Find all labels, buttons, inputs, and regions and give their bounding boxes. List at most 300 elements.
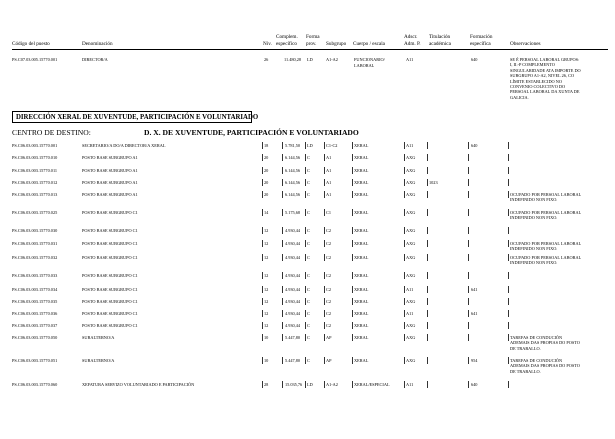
cell-divider: [404, 191, 405, 198]
obs-line: INDEFINIDO NON FIXO.: [510, 215, 558, 221]
cell-divider: [427, 381, 428, 388]
cell-divider: [324, 254, 325, 261]
cell-divider: [427, 142, 428, 149]
cell-divider: [427, 167, 428, 174]
cell-divider: [282, 322, 283, 329]
obs-line: LÍMITE ESTABLECIDO NO: [510, 78, 562, 84]
cell-divider: [282, 191, 283, 198]
cell-divider: [305, 191, 306, 198]
header-rule: [12, 49, 608, 50]
row-subgrupo: C2: [326, 323, 332, 328]
cell-divider: [427, 272, 428, 279]
cell-divider: [305, 227, 306, 234]
cell-divider: [468, 310, 469, 317]
row-forma: C: [307, 241, 310, 246]
header-observaciones: Observaciones: [510, 41, 541, 47]
cell-divider: [468, 272, 469, 279]
row-cuerpo: XERAL: [354, 241, 369, 246]
row-nivel: 20: [264, 192, 269, 197]
row-denominacion: SECRETARIO/A DO/A DIRECTOR/A XERAL: [82, 143, 166, 148]
cell-divider: [508, 240, 509, 247]
obs-line: GALICIA.: [510, 94, 529, 100]
cell-divider: [427, 154, 428, 161]
cell-divider: [305, 154, 306, 161]
row-denominacion: POSTO BASE SUBGRUPO A1: [82, 155, 138, 160]
row-adscr: AXG: [406, 192, 416, 197]
row-denominacion: POSTO BASE SUBGRUPO C1: [82, 228, 138, 233]
cell-divider: [324, 381, 325, 388]
row-observaciones: [510, 335, 580, 351]
row-denominacion: POSTO BASE SUBGRUPO C1: [82, 210, 138, 215]
cell-divider: [427, 191, 428, 198]
obs-line: ADEMAIS DAS PROPIAS DO POSTO: [510, 340, 580, 346]
cell-divider: [352, 142, 353, 149]
cell-divider: [282, 240, 283, 247]
cell-divider: [404, 310, 405, 317]
row-adscr: AXG: [406, 228, 416, 233]
row-codigo: PS.C06.03.003.15770.010: [12, 155, 58, 160]
top-row-cuerpo-line2: LABORAL: [354, 62, 375, 68]
cell-divider: [508, 334, 509, 341]
cell-divider: [404, 142, 405, 149]
cell-divider: [305, 310, 306, 317]
cell-divider: [352, 240, 353, 247]
row-forma: C: [307, 155, 310, 160]
row-adscr: AXG: [406, 180, 416, 185]
cell-divider: [404, 272, 405, 279]
cell-divider: [282, 154, 283, 161]
cell-divider: [305, 142, 306, 149]
row-nivel: 20: [264, 168, 269, 173]
cell-divider: [352, 334, 353, 341]
row-cuerpo: XERAL: [354, 210, 369, 215]
cell-divider: [427, 254, 428, 261]
obs-line: INDEFINIDO NON FIXO.: [510, 260, 558, 266]
row-subgrupo: C2: [326, 273, 332, 278]
header-titulacion-line2: académica: [429, 41, 451, 47]
row-nivel: 12: [264, 228, 269, 233]
row-subgrupo: A1: [326, 192, 332, 197]
row-codigo: PS.C06.03.003.15770.011: [12, 168, 58, 173]
row-denominacion: POSTO BASE SUBGRUPO C1: [82, 241, 138, 246]
row-forma: C: [307, 335, 310, 340]
row-complemento: 6.144,56: [285, 192, 301, 197]
obs-line: PERSOAL LABORAL DA XUNTA DE: [510, 89, 580, 95]
row-forma: C: [307, 168, 310, 173]
obs-line: SE É PERSOAL LABORAL GRUPOS:: [510, 57, 580, 62]
cell-divider: [352, 286, 353, 293]
row-nivel: 14: [264, 210, 269, 215]
row-cuerpo: XERAL: [354, 299, 369, 304]
row-adscr: AXG: [406, 210, 416, 215]
cell-divider: [305, 357, 306, 364]
obs-line: INDEFINIDO NON FIXO.: [510, 197, 558, 203]
row-formacion: 641: [471, 311, 478, 316]
cell-divider: [404, 357, 405, 364]
row-cuerpo: XERAL: [354, 192, 369, 197]
cell-divider: [262, 167, 263, 174]
row-cuerpo: XERAL: [354, 180, 369, 185]
cell-divider: [324, 167, 325, 174]
cell-divider: [282, 142, 283, 149]
cell-divider: [404, 322, 405, 329]
cell-divider: [282, 179, 283, 186]
row-subgrupo: A1: [326, 180, 332, 185]
row-cuerpo: XERAL: [354, 168, 369, 173]
cell-divider: [282, 254, 283, 261]
row-adscr: AXG: [406, 299, 416, 304]
cell-divider: [404, 227, 405, 234]
cell-divider: [427, 209, 428, 216]
cell-divider: [404, 209, 405, 216]
cell-divider: [508, 154, 509, 161]
cell-divider: [262, 310, 263, 317]
obs-line: TAREFAS DE CONDUCIÓN: [510, 358, 563, 363]
cell-divider: [468, 209, 469, 216]
obs-line: ADEMAIS DAS PROPIAS DO POSTO: [510, 363, 580, 369]
row-nivel: 10: [264, 358, 269, 363]
row-subgrupo: C1: [326, 210, 332, 215]
header-forma-line1: Forma: [306, 34, 320, 40]
row-complemento: 4.930,44: [285, 287, 301, 292]
row-codigo: PS.C06.03.003.15770.032: [12, 255, 58, 260]
header-cuerpo: Cuerpo / escala: [353, 41, 385, 47]
row-complemento: 5.175,68: [285, 210, 301, 215]
cell-divider: [262, 227, 263, 234]
cell-divider: [508, 227, 509, 234]
cell-divider: [404, 298, 405, 305]
cell-divider: [508, 322, 509, 329]
row-nivel: 12: [264, 287, 269, 292]
obs-line: SUBGRUPO A1-A2, NIVEL 26, CO: [510, 73, 575, 79]
row-cuerpo: XERAL: [354, 287, 369, 292]
row-adscr: AXG: [406, 323, 416, 328]
row-complemento: 4.930,44: [285, 299, 301, 304]
cell-divider: [262, 154, 263, 161]
header-formacion-line1: Formación: [470, 34, 493, 40]
cell-divider: [404, 154, 405, 161]
row-codigo: PS.C06.03.003.15770.035: [12, 299, 58, 304]
cell-divider: [282, 272, 283, 279]
obs-line: INDEFINIDO NON FIXO.: [510, 246, 558, 252]
row-nivel: 12: [264, 273, 269, 278]
cell-divider: [262, 381, 263, 388]
top-row-adscr: A11: [406, 57, 414, 62]
cell-divider: [468, 286, 469, 293]
cell-divider: [508, 381, 509, 388]
row-adscr: AXG: [406, 335, 416, 340]
cell-divider: [427, 240, 428, 247]
row-subgrupo: C2: [326, 241, 332, 246]
row-codigo: PS.C06.03.003.15770.037: [12, 323, 58, 328]
row-denominacion: SUBALTERNO/A: [82, 358, 115, 363]
cell-divider: [305, 381, 306, 388]
top-row-cuerpo-line1: FUNCIONARIO/: [354, 57, 385, 62]
obs-line: I, II.-P COMPLEMENTO: [510, 62, 555, 68]
header-adscr-line2: Adm. P.: [404, 41, 421, 47]
cell-divider: [352, 310, 353, 317]
cell-divider: [352, 209, 353, 216]
row-subgrupo: C2: [326, 228, 332, 233]
row-cuerpo: XERAL: [354, 255, 369, 260]
row-denominacion: POSTO BASE SUBGRUPO C1: [82, 299, 138, 304]
obs-line: DE TRABALLO.: [510, 368, 541, 374]
header-titulacion-line1: Titulación: [429, 34, 451, 40]
cell-divider: [352, 357, 353, 364]
cell-divider: [404, 334, 405, 341]
row-nivel: 20: [264, 155, 269, 160]
row-formacion: 640: [471, 143, 478, 148]
row-denominacion: POSTO BASE SUBGRUPO C1: [82, 273, 138, 278]
top-row-nivel: 26: [264, 57, 269, 62]
cell-divider: [324, 240, 325, 247]
cell-divider: [324, 179, 325, 186]
cell-divider: [352, 179, 353, 186]
row-codigo: PS.C06.03.003.15770.060: [12, 382, 58, 387]
row-adscr: AXG: [406, 241, 416, 246]
cell-divider: [352, 254, 353, 261]
cell-divider: [262, 298, 263, 305]
cell-divider: [305, 167, 306, 174]
cell-divider: [262, 191, 263, 198]
header-complemento-line2: específico: [276, 41, 298, 47]
row-nivel: 12: [264, 323, 269, 328]
row-codigo: PS.C06.03.003.15770.001: [12, 143, 58, 148]
row-observaciones: [510, 192, 581, 203]
cell-divider: [404, 240, 405, 247]
row-complemento: 5.781,50: [285, 143, 301, 148]
header-subgrupo: Subgrupo: [326, 41, 347, 47]
row-forma: C: [307, 299, 310, 304]
cell-divider: [305, 179, 306, 186]
obs-line: OCUPADO POR PERSOAL LABORAL: [510, 192, 582, 197]
row-nivel: 12: [264, 255, 269, 260]
cell-divider: [427, 357, 428, 364]
cell-divider: [427, 310, 428, 317]
row-codigo: PS.C06.03.003.15770.012: [12, 180, 58, 185]
row-cuerpo: XERAL: [354, 358, 369, 363]
cell-divider: [508, 209, 509, 216]
cell-divider: [282, 298, 283, 305]
row-observaciones: [510, 358, 580, 374]
cell-divider: [305, 298, 306, 305]
cell-divider: [262, 322, 263, 329]
cell-divider: [324, 191, 325, 198]
row-denominacion: POSTO BASE SUBGRUPO C1: [82, 287, 138, 292]
cell-divider: [305, 254, 306, 261]
cell-divider: [282, 167, 283, 174]
cell-divider: [508, 254, 509, 261]
cell-divider: [468, 154, 469, 161]
row-observaciones: [510, 255, 581, 266]
header-codigo: Código del puesto: [12, 41, 50, 47]
row-forma: LD: [307, 143, 313, 148]
cell-divider: [404, 167, 405, 174]
top-row-observaciones: [510, 57, 581, 100]
row-nivel: 12: [264, 241, 269, 246]
cell-divider: [282, 310, 283, 317]
cell-divider: [262, 254, 263, 261]
section-title: DIRECCIÓN XERAL DE XUVENTUDE, PARTICIPACIÓN E VOLUNTARIADO: [16, 114, 259, 121]
row-nivel: 12: [264, 311, 269, 316]
section-title-box: [12, 111, 259, 123]
row-denominacion: POSTO BASE SUBGRUPO A1: [82, 192, 138, 197]
cell-divider: [282, 357, 283, 364]
cell-divider: [324, 357, 325, 364]
cell-divider: [468, 179, 469, 186]
row-cuerpo: XERAL: [354, 311, 369, 316]
cell-divider: [468, 334, 469, 341]
row-complemento: 4.930,44: [285, 273, 301, 278]
cell-divider: [404, 254, 405, 261]
row-complemento: 4.930,44: [285, 311, 301, 316]
row-complemento: 6.144,56: [285, 180, 301, 185]
row-complemento: 4.930,44: [285, 323, 301, 328]
cell-divider: [282, 209, 283, 216]
header-forma-line2: prov.: [306, 41, 317, 47]
header-complemento-line1: Complem.: [276, 34, 298, 40]
top-row-denominacion: DIRECTOR/A: [82, 57, 108, 62]
row-nivel: 10: [264, 335, 269, 340]
cell-divider: [508, 357, 509, 364]
cell-divider: [352, 322, 353, 329]
cell-divider: [508, 272, 509, 279]
cell-divider: [262, 179, 263, 186]
row-subgrupo: C2: [326, 287, 332, 292]
row-complemento: 6.144,56: [285, 155, 301, 160]
cell-divider: [404, 179, 405, 186]
top-row-codigo: PS.C07.03.005.15770.001: [12, 57, 58, 62]
row-formacion: 641: [471, 287, 478, 292]
row-cuerpo: XERAL: [354, 143, 369, 148]
cell-divider: [468, 322, 469, 329]
row-forma: C: [307, 358, 310, 363]
row-subgrupo: A1: [326, 168, 332, 173]
cell-divider: [282, 334, 283, 341]
cell-divider: [468, 298, 469, 305]
obs-line: OCUPADO POR PERSOAL LABORAL: [510, 210, 582, 215]
row-formacion: 954: [471, 358, 478, 363]
row-titulacion: 1023: [429, 180, 438, 185]
row-subgrupo: AP: [326, 358, 332, 363]
row-cuerpo: XERAL: [354, 323, 369, 328]
cell-divider: [427, 227, 428, 234]
row-codigo: PS.C06.03.003.15770.025: [12, 210, 58, 215]
row-cuerpo: XERAL: [354, 335, 369, 340]
cell-divider: [508, 167, 509, 174]
cell-divider: [282, 381, 283, 388]
row-adscr: A11: [406, 382, 414, 387]
row-cuerpo: XERAL/ESPECIAL: [354, 382, 390, 387]
cell-divider: [324, 272, 325, 279]
header-formacion-line2: específica: [470, 41, 491, 47]
row-forma: LD: [307, 382, 313, 387]
row-subgrupo: A1: [326, 155, 332, 160]
cell-divider: [468, 240, 469, 247]
cell-divider: [305, 286, 306, 293]
obs-line: TAREFAS DE CONDUCIÓN: [510, 335, 563, 340]
cell-divider: [262, 286, 263, 293]
obs-line: OCUPADO POR PERSOAL LABORAL: [510, 241, 582, 246]
cell-divider: [352, 272, 353, 279]
cell-divider: [468, 142, 469, 149]
row-complemento: 15.035,76: [285, 382, 303, 387]
cell-divider: [324, 209, 325, 216]
row-denominacion: POSTO BASE SUBGRUPO C1: [82, 255, 138, 260]
cell-divider: [508, 286, 509, 293]
cell-divider: [305, 240, 306, 247]
row-subgrupo: A1-A2: [326, 382, 338, 387]
row-forma: C: [307, 192, 310, 197]
cell-divider: [262, 240, 263, 247]
row-subgrupo: C1-C2: [326, 143, 338, 148]
top-row-subgrupo: A1-A2: [326, 57, 338, 62]
row-adscr: AXG: [406, 273, 416, 278]
cell-divider: [508, 179, 509, 186]
cell-divider: [468, 357, 469, 364]
row-complemento: 5.447,80: [285, 358, 301, 363]
cell-divider: [262, 209, 263, 216]
row-cuerpo: XERAL: [354, 273, 369, 278]
row-forma: C: [307, 180, 310, 185]
cell-divider: [352, 191, 353, 198]
cell-divider: [324, 286, 325, 293]
cell-divider: [427, 286, 428, 293]
cell-divider: [324, 142, 325, 149]
cell-divider: [282, 286, 283, 293]
cell-divider: [262, 272, 263, 279]
header-denominacion: Denominación: [82, 41, 113, 47]
cell-divider: [352, 154, 353, 161]
cell-divider: [427, 322, 428, 329]
cell-divider: [324, 322, 325, 329]
row-complemento: 5.447,80: [285, 335, 301, 340]
row-forma: C: [307, 210, 310, 215]
cell-divider: [352, 167, 353, 174]
row-complemento: 4.930,44: [285, 241, 301, 246]
row-codigo: PS.C06.03.003.15770.031: [12, 241, 58, 246]
row-nivel: 12: [264, 299, 269, 304]
row-adscr: A11: [406, 143, 414, 148]
obs-line: CONVENIO COLECTIVO DO: [510, 84, 566, 90]
cell-divider: [427, 179, 428, 186]
cell-divider: [305, 272, 306, 279]
cell-divider: [468, 167, 469, 174]
top-row-forma: LD: [307, 57, 313, 62]
row-codigo: PS.C06.03.003.15770.030: [12, 228, 58, 233]
row-formacion: 640: [471, 382, 478, 387]
centro-destino-label: CENTRO DE DESTINO:: [12, 128, 91, 137]
row-denominacion: XEFATURA SERVIZO VOLUNTARIADO E PARTICIPACIÓN: [82, 382, 195, 387]
cell-divider: [468, 227, 469, 234]
row-subgrupo: C2: [326, 299, 332, 304]
cell-divider: [324, 298, 325, 305]
cell-divider: [305, 334, 306, 341]
cell-divider: [324, 334, 325, 341]
top-row-complemento: 11.480,28: [284, 57, 302, 62]
row-forma: C: [307, 228, 310, 233]
row-codigo: PS.C06.03.003.15770.033: [12, 273, 58, 278]
row-adscr: AXG: [406, 255, 416, 260]
top-row-formacion: 640: [471, 57, 478, 62]
row-codigo: PS.C06.03.003.15770.036: [12, 311, 58, 316]
row-cuerpo: XERAL: [354, 228, 369, 233]
row-forma: C: [307, 273, 310, 278]
cell-divider: [352, 227, 353, 234]
cell-divider: [305, 322, 306, 329]
header-nivel: Niv.: [263, 41, 272, 47]
cell-divider: [508, 142, 509, 149]
